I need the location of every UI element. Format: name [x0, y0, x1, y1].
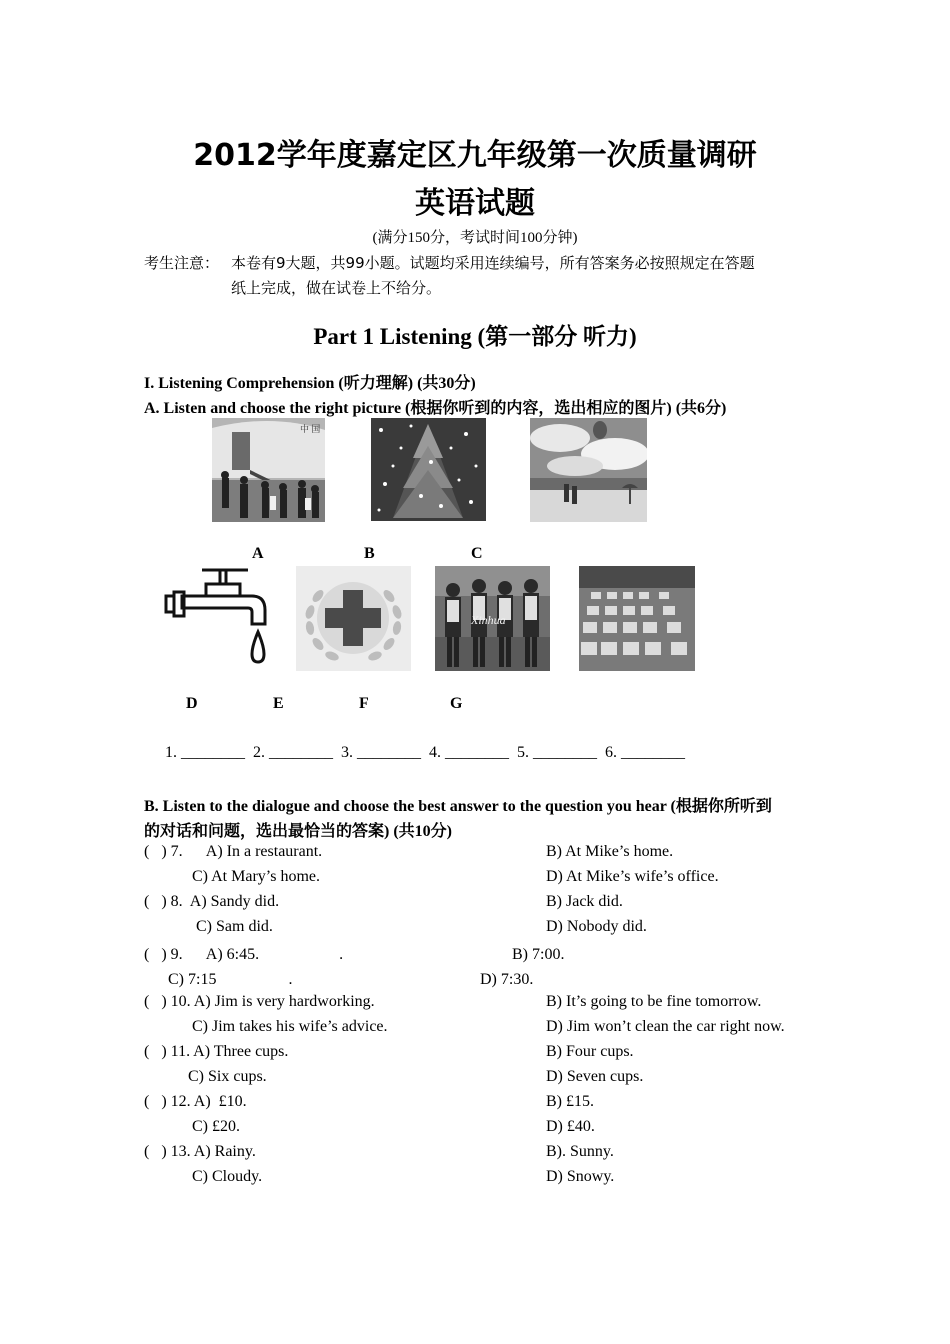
q11-option-c: C) Six cups.: [144, 1068, 267, 1085]
q12-option-c: C) £20.: [144, 1118, 240, 1135]
notice-line2: 纸上完成，做在试卷上不给分。: [231, 279, 442, 297]
q10-option-b: B) It’s going to be fine tomorrow.: [546, 993, 762, 1010]
picture-c-beach: [530, 418, 647, 522]
section-a-heading: A. Listen and choose the right picture (根据你听到的内容，选出相应的图片) (共6分): [144, 400, 727, 417]
picture-label-a: A: [252, 545, 264, 562]
picture-b-snow-tree: [371, 418, 486, 521]
q10-option-d: D) Jim won’t clean the car right now.: [546, 1018, 785, 1035]
q13-option-b: B). Sunny.: [546, 1143, 614, 1160]
q8-option-b: B) Jack did.: [546, 893, 623, 910]
picture-g-traffic: [579, 566, 695, 671]
notice-label: 考生注意：: [144, 254, 220, 272]
exam-title-line1: 2012学年度嘉定区九年级第一次质量调研: [193, 138, 757, 173]
section-b-heading-line1: B. Listen to the dialogue and choose the best answer to the question you hear (根据你所听到: [144, 798, 772, 815]
q12-option-a: ( ) 12. A) £10.: [144, 1093, 247, 1110]
q12-option-d: D) £40.: [546, 1118, 595, 1135]
q8-option-a: ( ) 8. A) Sandy did.: [144, 893, 280, 910]
svg-text:中 国: 中 国: [300, 424, 321, 434]
xinhua-watermark: Xinhua: [471, 613, 506, 627]
section-i-heading: I. Listening Comprehension (听力理解) (共30分): [144, 375, 476, 392]
picture-label-g: G: [450, 695, 463, 712]
q7-option-d: D) At Mike’s wife’s office.: [546, 868, 719, 885]
q9-option-a: ( ) 9. A) 6:45. .: [144, 946, 344, 963]
picture-e-red-cross: [296, 566, 411, 671]
picture-label-e: E: [273, 695, 284, 712]
q7-option-a: ( ) 7. A) In a restaurant.: [144, 843, 323, 860]
q8-option-d: D) Nobody did.: [546, 918, 647, 935]
picture-a-airplane: [212, 418, 325, 522]
q12-option-b: B) £15.: [546, 1093, 594, 1110]
picture-f-students: [435, 566, 550, 671]
q13-option-d: D) Snowy.: [546, 1168, 615, 1185]
q11-option-a: ( ) 11. A) Three cups.: [144, 1043, 289, 1060]
q10-option-a: ( ) 10. A) Jim is very hardworking.: [144, 993, 375, 1010]
q9-option-c: C) 7:15 .: [144, 971, 293, 988]
notice-line1: 本卷有9大题，共99小题。试题均采用连续编号，所有答案务必按照规定在答题: [231, 254, 755, 272]
q13-option-c: C) Cloudy.: [144, 1168, 263, 1185]
picture-label-d: D: [186, 695, 198, 712]
q9-option-d: D) 7:30.: [480, 971, 534, 988]
part1-heading: Part 1 Listening (第一部分 听力): [313, 324, 637, 349]
exam-subtitle: (满分150分，考试时间100分钟): [372, 230, 578, 246]
q13-option-a: ( ) 13. A) Rainy.: [144, 1143, 256, 1160]
exam-title-line2: 英语试题: [415, 186, 535, 221]
picture-label-f: F: [359, 695, 369, 712]
q11-option-b: B) Four cups.: [546, 1043, 634, 1060]
q7-option-b: B) At Mike’s home.: [546, 843, 674, 860]
answer-blanks[interactable]: 1. ________ 2. ________ 3. ________ 4. ________ 5. ________ 6. ________: [165, 744, 685, 761]
q8-option-c: C) Sam did.: [144, 918, 273, 935]
section-b-heading-line2: 的对话和问题，选出最恰当的答案) (共10分): [144, 823, 452, 840]
picture-d-tap: [160, 566, 275, 672]
q10-option-c: C) Jim takes his wife’s advice.: [144, 1018, 388, 1035]
picture-label-b: B: [364, 545, 375, 562]
picture-label-c: C: [471, 545, 483, 562]
q7-option-c: C) At Mary’s home.: [144, 868, 320, 885]
q9-option-b: B) 7:00.: [512, 946, 565, 963]
q11-option-d: D) Seven cups.: [546, 1068, 644, 1085]
